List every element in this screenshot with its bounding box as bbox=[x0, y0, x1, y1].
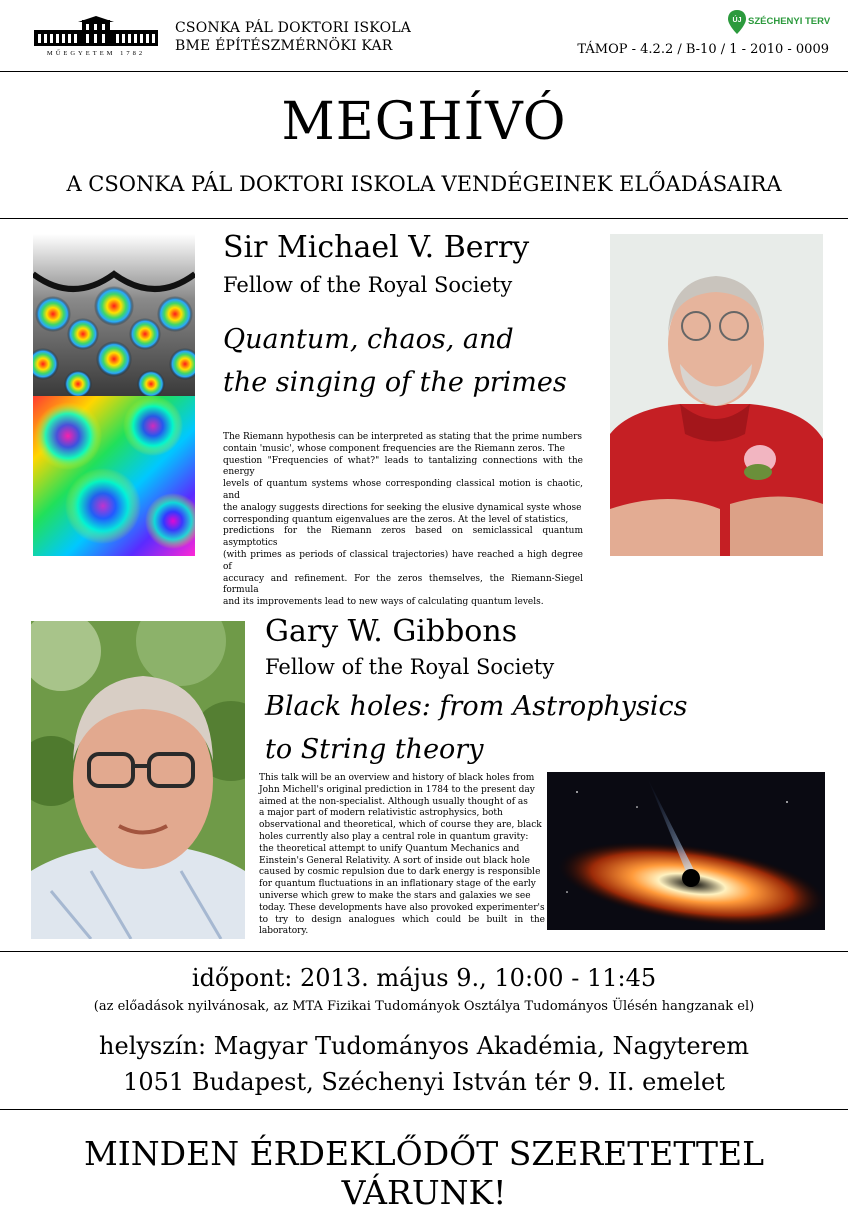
page-title: MEGHÍVÓ bbox=[281, 92, 567, 152]
gibbons-portrait-photo bbox=[31, 621, 245, 939]
black-hole-image bbox=[547, 772, 825, 930]
logo-caption: MŰEGYETEM 1782 bbox=[46, 50, 146, 56]
speaker-2-affiliation: Fellow of the Royal Society bbox=[265, 655, 555, 679]
speaker-2-talk-title-line-2: to String theory bbox=[265, 734, 484, 765]
szt-badge: ÚJ bbox=[732, 17, 742, 24]
institution-line-1: CSONKA PÁL DOKTORI ISKOLA bbox=[175, 20, 412, 36]
speaker-2-abstract: This talk will be an overview and history of black holes from John Michell's original prediction in 1784 to the present day aimed at the non-specialist. Although usually thought of as a major part of modern relativistic astrophysics, both observational and theoretical, which of course they are, black holes currently also play a central role in quantum gravity: the theoretical attempt to unify Quantum Mechanics and Einstein's General Relativity. A sort of inside out black hole caused by cosmic repulsion due to dark energy is responsible for quantum fluctuations in an inflationary stage of the early universe which grew to make the stars and galaxies we see today. These developments have also provoked experimenter's to try to design analogues which could be built in the laboratory. bbox=[259, 773, 545, 937]
quantum-chaos-image-top bbox=[33, 234, 195, 396]
event-address: 1051 Budapest, Széchenyi István tér 9. II. emelet bbox=[123, 1068, 725, 1096]
speaker-1-talk-title-line-2: the singing of the primes bbox=[223, 367, 567, 398]
event-rule-bottom bbox=[0, 1109, 848, 1110]
closing-message: MINDEN ÉRDEKLŐDŐT SZERETETTEL VÁRUNK! bbox=[83, 1134, 765, 1212]
speaker-1-talk-title-line-1: Quantum, chaos, and bbox=[223, 324, 514, 355]
event-venue: helyszín: Magyar Tudományos Akadémia, Nagyterem bbox=[99, 1032, 749, 1060]
muegyetem-logo bbox=[32, 16, 160, 56]
event-time: időpont: 2013. május 9., 10:00 - 11:45 bbox=[191, 964, 657, 992]
project-code: TÁMOP - 4.2.2 / B-10 / 1 - 2010 - 0009 bbox=[577, 42, 829, 57]
szechenyi-terv-text: SZÉCHENYI TERV bbox=[748, 16, 831, 27]
berry-portrait-photo bbox=[610, 234, 823, 556]
header-rule bbox=[0, 71, 848, 72]
speaker-1-name: Sir Michael V. Berry bbox=[223, 230, 530, 265]
event-rule-top bbox=[0, 951, 848, 952]
speaker-2-talk-title-line-1: Black holes: from Astrophysics bbox=[265, 691, 688, 722]
speaker-1-affiliation: Fellow of the Royal Society bbox=[223, 273, 513, 297]
title-rule bbox=[0, 218, 848, 219]
page-subtitle: A CSONKA PÁL DOKTORI ISKOLA VENDÉGEINEK ELŐADÁSAIRA bbox=[66, 172, 782, 196]
speaker-1-abstract: The Riemann hypothesis can be interpreted as stating that the prime numbers contain 'music', whose component frequencies are the Riemann zeros. The question "Frequencies of what?" leads to tantalizing connections with the energy levels of quantum systems whose corresponding classical motion is chaotic, and the analogy suggests directions for seeking the elusive dynamical syste whose corresponding quantum eigenvalues are the zeros. At the level of statistics, predictions for the Riemann zeros based on semiclassical quantum asymptotics (with primes as periods of classical trajectories) have reached a high degree of accuracy and refinement. For the zeros themselves, the Riemann-Siegel formula and its improvements lead to new ways of calculating quantum levels. bbox=[223, 432, 583, 608]
event-note: (az előadások nyilvánosak, az MTA Fizikai Tudományok Osztálya Tudományos Ülésén hangzanak el) bbox=[93, 999, 755, 1014]
quantum-chaos-image-bottom bbox=[33, 396, 195, 556]
speaker-2-name: Gary W. Gibbons bbox=[265, 614, 518, 649]
institution-line-2: BME ÉPÍTÉSZMÉRNÖKI KAR bbox=[175, 38, 393, 54]
